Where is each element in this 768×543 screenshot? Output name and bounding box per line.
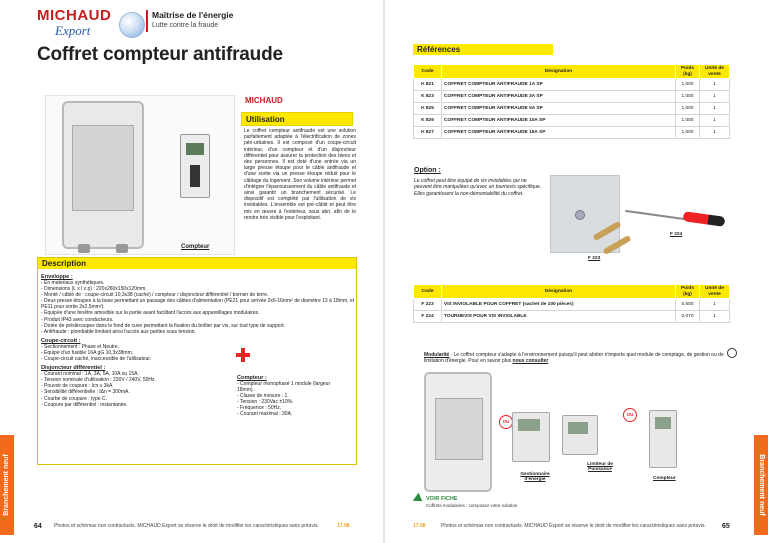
spec-line: - Dotée de prédécoupes dans le fond de cuve permettant la fixation du boîtier par vis, sur tout type de support.: [41, 322, 286, 329]
table-row: [414, 299, 730, 311]
enclosure-image: [62, 101, 144, 249]
page-number-right: 65: [722, 523, 730, 530]
footer-disclaimer-right: Photos et schémas non contractuels. MICHAUD Export se réserve le droit de modifier les caractéristiques sans préavis.: [441, 523, 706, 529]
arrow-icon: [413, 493, 425, 506]
spec-line: - Monté / câblé de : coupe-circuit 10,3x38 (caché) / compteur / disjoncteur différentiel / bornier de terre.: [41, 292, 269, 299]
label-screwdriver: F 224: [670, 232, 683, 237]
cell-unite: 1: [700, 103, 730, 115]
spec-line: - Produit IP43 avec conducteurs.: [41, 316, 114, 323]
page-number-left: 64: [34, 523, 42, 530]
table-row: [414, 103, 730, 115]
spec-line: - Courbe de coupure : type C.: [41, 395, 107, 402]
spec-line: - Dimensions (L x l x p) : 220x260x150x120mm.: [41, 286, 147, 293]
utilisation-heading: Utilisation: [241, 112, 353, 126]
footer-date-right: 17.08: [413, 523, 426, 529]
enveloppe-title: Enveloppe :: [41, 274, 73, 280]
label-compteur: Compteur: [653, 476, 676, 481]
cell-poids: 1,000: [676, 103, 700, 115]
cell-poids: 0,500: [676, 299, 700, 311]
label-limiteur: Limiteur de Puissance: [587, 462, 613, 472]
power-limiter-image: [562, 415, 598, 455]
table-row: [414, 127, 730, 139]
voir-fiche-subtitle: Coffrets modulaires : composez votre solution: [426, 503, 518, 508]
spec-line: - Compteur monophasé 1 module (largeur 18mm).: [237, 381, 331, 394]
compteur-specs: [237, 372, 347, 418]
modularite-body: : Le coffret compteur s'adapte à l'environnement puisqu'il peut abriter n'importe quel module de comptage, de gestion ou de limitation d'énergie. Pour en savoir plus: [424, 352, 724, 365]
product-photo: [45, 95, 235, 255]
utilisation-text: Le coffret compteur antifraude est une solution parfaitement adaptée à l'électrification de zones péri-urbaines. Il est composé d'un coupe-circuit intérieur, d'un compteur et d'un disjoncteur différentiel pour assurer la protection des biens et des personnes. Il est doté d'une entrée via un large presse étoupe pour le câble antifraude et d'une sortie via un presse étoupe réduit pour le câblage du logement. Son volume intérieur permet d'intégrer l'épanouissement du câble antifraude et ainsi garantir un branchement sécurisé. Le dispositif est complété par l'utilisation de vis inviolables. L'ensemble est pré-câblé et peut être mis en œuvre à l'extérieur, sous abri, afin de le rendre très visible pour l'exploitant.: [244, 128, 357, 221]
meter-image: [180, 134, 210, 198]
spec-line: - Classe de mesure : 1.: [237, 393, 289, 400]
cell-designation: COFFRET COMPTEUR ANTIFRAUDE 3A SP: [442, 91, 676, 103]
brand-mark: MICHAUD: [245, 96, 283, 105]
col-designation: Désignation: [442, 285, 676, 299]
spec-line: - Équipé d'un fusible 16A gG 10,3x38mm.: [41, 349, 134, 356]
cell-code: K 823: [414, 91, 442, 103]
meter-image: [649, 410, 677, 468]
page-title: Coffret compteur antifraude: [37, 44, 283, 65]
spec-line: - Coupure par différentiel : instantanée.: [41, 401, 128, 408]
spec-line: - Tension nominale d'utilisation : 230V / 240V, 50Hz: [41, 377, 155, 384]
spec-line: - Équipée d'une fenêtre amovible sur la partie avant facilitant l'accès aux appareillages modulaires.: [41, 310, 260, 317]
table-header-row: [414, 285, 730, 299]
michaud-logo: [37, 8, 142, 44]
cell-designation: COFFRET COMPTEUR ANTIFRAUDE 1A SP: [442, 79, 676, 91]
modularite-lead: Modularité: [424, 352, 450, 358]
spec-line: - Tension : 230Vac ±10%.: [237, 399, 294, 406]
spec-line: - Courant maximal : 30A.: [237, 411, 293, 418]
smiley-icon: [727, 348, 737, 358]
logo-name-bottom: Export: [55, 23, 91, 38]
spec-line: - Sensibilité différentielle : IΔn = 300mA.: [41, 389, 130, 396]
globe-icon: [119, 12, 145, 38]
cell-designation: COFFRET COMPTEUR ANTIFRAUDE 10A SP: [442, 115, 676, 127]
cell-poids: 1,000: [676, 79, 700, 91]
coupe-circuit-title: Coupe-circuit :: [41, 337, 81, 344]
cell-designation: COFFRET COMPTEUR ANTIFRAUDE 5A SP: [442, 103, 676, 115]
photo-caption: Compteur: [181, 244, 210, 250]
cell-unite: 1: [700, 299, 730, 311]
table-row: [414, 311, 730, 323]
cable-gland: [78, 244, 90, 253]
description-heading: Description: [38, 258, 356, 269]
cell-unite: 1: [700, 115, 730, 127]
references-table: [413, 64, 730, 139]
energy-manager-image: [512, 412, 550, 462]
table-row: [414, 91, 730, 103]
cell-code: F 223: [414, 299, 442, 311]
header-divider: [146, 10, 148, 32]
cell-code: K 821: [414, 79, 442, 91]
cell-unite: 1: [700, 79, 730, 91]
cell-poids: 1,000: [676, 91, 700, 103]
compteur-title: Compteur :: [237, 375, 267, 381]
footer-disclaimer-left: Photos et schémas non contractuels. MICHAUD Export se réserve le droit de modifier les caractéristiques sans préavis.: [54, 523, 319, 529]
cell-code: K 825: [414, 103, 442, 115]
cable-gland: [116, 244, 128, 253]
col-designation: Désignation: [442, 65, 676, 79]
page-gutter: [383, 0, 385, 543]
disjoncteur-title: Disjoncteur différentiel :: [41, 365, 106, 372]
spec-line: - En materiaux synthétiques.: [41, 280, 105, 286]
references-heading: Références: [413, 44, 553, 55]
plus-icon: [236, 348, 250, 362]
cell-poids: 1,000: [676, 115, 700, 127]
col-poids: Poids (kg): [676, 285, 700, 299]
option-text: Le coffret peut être équipé de vis inviolables qui ne peuvent être manipulées qu'avec un tournevis spécifique. Elles garantissent la non-démontabilité du coffret.: [414, 178, 542, 197]
side-tab-left: [0, 435, 14, 535]
spec-line: - Fréquence : 50Hz.: [237, 405, 282, 412]
ou-badge: OU: [499, 415, 513, 429]
header-category: Maîtrise de l'énergie: [152, 10, 234, 20]
ou-badge: OU: [623, 408, 637, 422]
option-heading: Option :: [414, 167, 441, 174]
accessories-table: [413, 284, 730, 323]
spec-line: - Sectionnement : Phase et Neutre.: [41, 343, 120, 350]
header-subcategory: Lutte contre la fraude: [152, 22, 219, 29]
label-gestionnaire: Gestionnaire d'énergie: [520, 472, 550, 482]
cell-code: F 224: [414, 311, 442, 323]
spec-line: - Coupe-circuit caché, inaccessible de l'utilisateur.: [41, 356, 152, 363]
col-code: Code: [414, 285, 442, 299]
cell-designation: TOURNEVIS POUR VIS INVIOLABLE: [442, 311, 676, 323]
modularite-text: [424, 352, 740, 364]
label-screws: F 223: [588, 256, 601, 261]
table-row: [414, 115, 730, 127]
cell-poids: 1,000: [676, 127, 700, 139]
cell-unite: 1: [700, 311, 730, 323]
spec-line: - Courant nominal : 1A, 3A, 5A, 10A ou 15A.: [41, 371, 139, 378]
col-code: Code: [414, 65, 442, 79]
cell-code: K 827: [414, 127, 442, 139]
spec-line: - Antifraude : plombable limitant ainsi l'accès aux parties sous tension.: [41, 328, 196, 335]
col-unite: Unité de vente: [700, 65, 730, 79]
enclosure-window: [72, 125, 134, 211]
table-row: [414, 79, 730, 91]
cell-poids: 0,070: [676, 311, 700, 323]
side-tab-label: Branchement neuf: [3, 454, 10, 516]
col-poids: Poids (kg): [676, 65, 700, 79]
cell-designation: COFFRET COMPTEUR ANTIFRAUDE 15A SP: [442, 127, 676, 139]
cell-code: K 826: [414, 115, 442, 127]
side-tab-right: [754, 435, 768, 535]
spec-line: - Deux presse étoupes à la base permettant un passage des câbles d'alimentation (PE21 pour arrivée 2x6-16mm² de diamètre 13 à 18mm, et PE11 pour sortie 2x2,5mm²).: [41, 298, 355, 311]
side-tab-label: Branchement neuf: [758, 454, 765, 516]
screwdriver-shaft: [625, 210, 685, 220]
cell-designation: VIS INVIOLABLE POUR COFFRET (sachet de 100 pièces): [442, 299, 676, 311]
description-box: [37, 257, 357, 465]
screwdriver-icon: [683, 211, 726, 227]
spec-line: - Pouvoir de coupure : Icn ≥ 3kA: [41, 383, 113, 390]
voir-fiche-title[interactable]: VOIR FICHE: [426, 496, 458, 502]
enclosure-image: [424, 372, 492, 492]
consult-link[interactable]: nous consulter: [512, 358, 549, 365]
logo-name-top: MICHAUD: [37, 7, 112, 24]
cell-unite: 1: [700, 91, 730, 103]
table-header-row: [414, 65, 730, 79]
enclosure-detail-photo: [550, 175, 620, 253]
footer-date-left: 17.08: [337, 523, 350, 529]
col-unite: Unité de vente: [700, 285, 730, 299]
cell-unite: 1: [700, 127, 730, 139]
